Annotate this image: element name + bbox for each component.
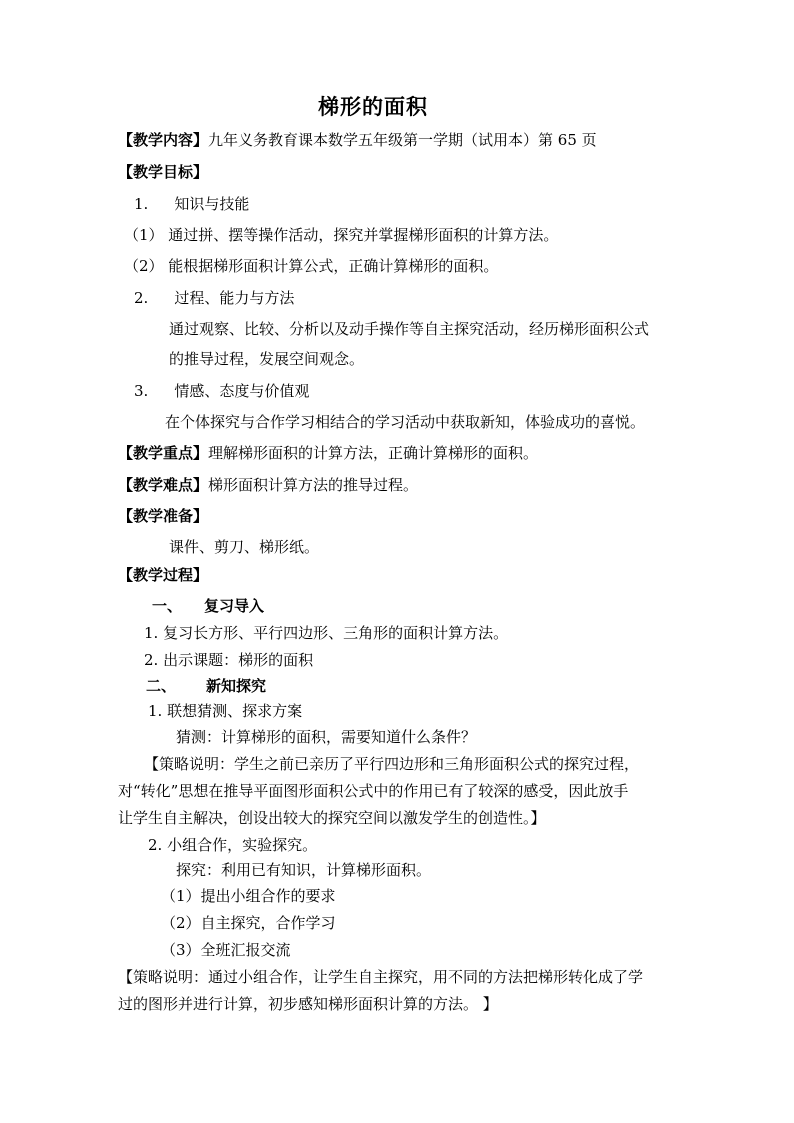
content-header: 【教学内容】 <box>118 131 209 149</box>
goal2-text-line-1: 通过观察、比较、分析以及动手操作等自主探究活动，经历梯形面积公式 <box>169 320 650 338</box>
section2-sub-1: （1）提出小组合作的要求 <box>161 887 336 905</box>
difficulty-text: 梯形面积计算方法的推导过程。 <box>208 476 419 494</box>
section2-item-1: 1. 联想猜测、探求方案 <box>148 702 303 720</box>
goals-header: 【教学目标】 <box>118 163 209 181</box>
section2-sub-3: （3）全班汇报交流 <box>161 941 291 959</box>
goal2-heading <box>134 288 294 308</box>
key-point-header: 【教学重点】 <box>118 444 209 462</box>
section2-explore: 探究：利用已有知识，计算梯形面积。 <box>176 861 432 879</box>
goal3-title: 情感、态度与价值观 <box>174 382 310 400</box>
goal1-item-1: （1） 通过拼、摆等操作活动，探究并掌握梯形面积的计算方法。 <box>124 226 559 244</box>
difficulty-row <box>118 475 418 495</box>
goal3-text: 在个体探究与合作学习相结合的学习活动中获取新知，体验成功的喜悦。 <box>165 413 646 431</box>
process-header: 【教学过程】 <box>118 566 209 584</box>
page-title: 梯形的面积 <box>318 94 428 119</box>
strategy-note-1-line-1: 【策略说明：学生之前已亲历了平行四边形和三角形面积公式的探究过程， <box>144 755 640 773</box>
goal1-item-2: （2） 能根据梯形面积计算公式，正确计算梯形的面积。 <box>124 257 499 275</box>
section2-guess: 猜测：计算梯形的面积，需要知道什么条件？ <box>176 728 477 746</box>
difficulty-header: 【教学难点】 <box>118 476 209 494</box>
goal3-heading <box>134 381 309 401</box>
section1-number: 一、 <box>152 597 183 615</box>
goal1-heading <box>134 194 249 214</box>
section1-item-1: 1. 复习长方形、平行四边形、三角形的面积计算方法。 <box>144 624 509 642</box>
goal2-title: 过程、能力与方法 <box>174 289 295 307</box>
strategy-note-2-line-1: 【策略说明：通过小组合作，让学生自主探究，用不同的方法把梯形转化成了学 <box>118 968 644 986</box>
section1-title: 复习导入 <box>204 597 265 615</box>
strategy-note-1-line-2: 对“转化”思想在推导平面图形面积公式中的作用已有了较深的感受，因此放手 <box>118 782 629 800</box>
section1-heading <box>152 596 264 616</box>
goal1-title: 知识与技能 <box>174 195 250 213</box>
content-row <box>118 130 597 150</box>
key-point-text: 理解梯形面积的计算方法，正确计算梯形的面积。 <box>208 444 539 462</box>
section1-item-2: 2. 出示课题：梯形的面积 <box>144 651 314 669</box>
goal2-number: 2. <box>134 289 149 307</box>
prep-header: 【教学准备】 <box>118 507 209 525</box>
section2-title: 新知探究 <box>206 677 267 695</box>
key-point-row <box>118 443 538 463</box>
goal1-number: 1. <box>134 195 149 213</box>
section2-item-2: 2. 小组合作，实验探究。 <box>148 836 318 854</box>
strategy-note-2-line-2: 过的图形并进行计算，初步感知梯形面积计算的方法。 】 <box>118 995 498 1013</box>
goal2-text-line-2: 的推导过程，发展空间观念。 <box>169 350 365 368</box>
content-text: 九年义务教育课本数学五年级第一学期（试用本）第 65 页 <box>208 131 597 149</box>
goal3-number: 3. <box>134 382 149 400</box>
section2-sub-2: （2）自主探究，合作学习 <box>161 914 336 932</box>
section2-heading <box>146 676 266 696</box>
strategy-note-1-line-3: 让学生自主解决，创设出较大的探究空间以激发学生的创造性。】 <box>118 809 546 827</box>
prep-text: 课件、剪刀、梯形纸。 <box>169 538 320 556</box>
section2-number: 二、 <box>146 677 177 695</box>
